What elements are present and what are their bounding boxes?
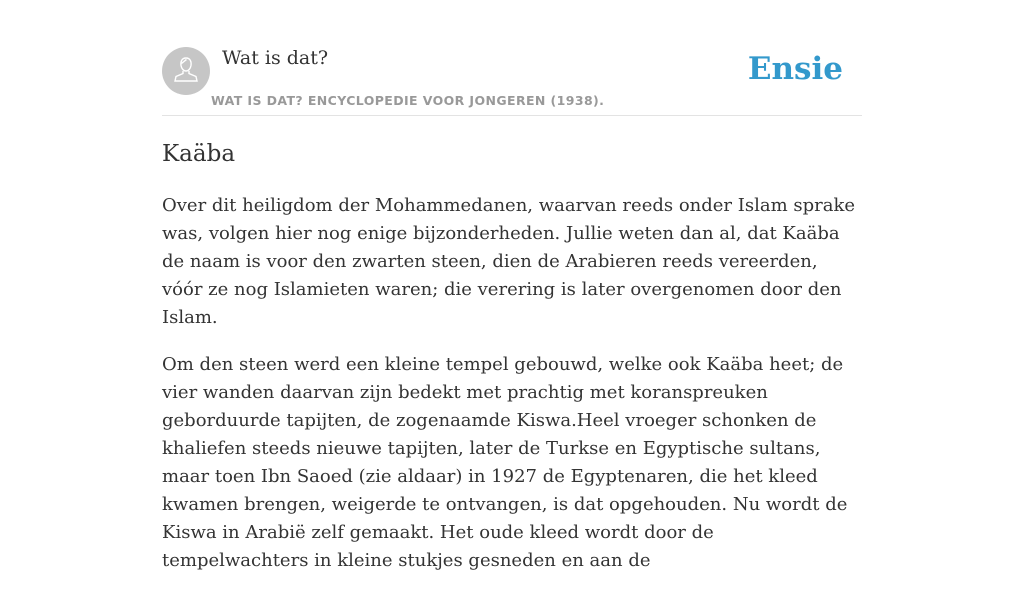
user-silhouette-icon <box>171 54 201 88</box>
article-body <box>162 192 862 594</box>
article-paragraph: Om den steen werd een kleine tempel gebouwd, welke ook Kaäba heet; de vier wanden daarvan zijn bedekt met prachtig met koranspreuken geborduurde tapijten, de zogenaamde Kiswa.Heel vroeger schonken de khaliefen steeds nieuwe tapijten, later de Turkse en Egyptische sultans, maar toen Ibn Saoed (zie aldaar) in 1927 de Egyptenaren, die het kleed kwamen brengen, weigerde te ontvangen, is dat opgehouden. Nu wordt de Kiswa in Arabië zelf gemaakt. Het oude kleed wordt door de tempelwachters in kleine stukjes gesneden en aan de <box>162 354 848 571</box>
ensie-logo[interactable]: Ensie <box>747 51 843 87</box>
avatar[interactable] <box>162 47 210 95</box>
page <box>162 0 862 571</box>
source-subtitle: WAT IS DAT? ENCYCLOPEDIE VOOR JONGEREN (1938). <box>211 93 605 108</box>
article-paragraph: Over dit heiligdom der Mohammedanen, waarvan reeds onder Islam sprake was, volgen hier nog enige bijzonderheden. Jullie weten dan al, dat Kaäba de naam is voor den zwarten steen, dien de Arabieren reeds vereerden, vóór ze nog Islamieten waren; die verering is later overgenomen door den Islam. <box>162 195 856 328</box>
article-title: Kaäba <box>162 141 236 167</box>
source-title[interactable]: Wat is dat? <box>222 47 329 69</box>
source-header <box>162 0 862 116</box>
